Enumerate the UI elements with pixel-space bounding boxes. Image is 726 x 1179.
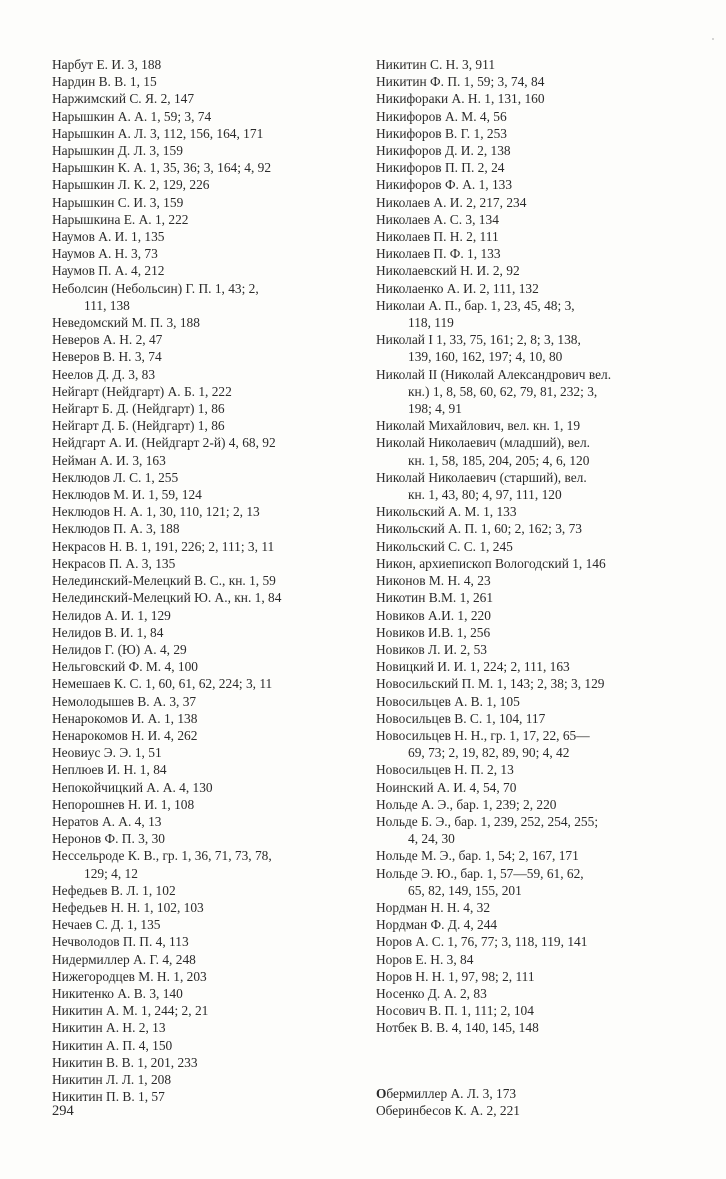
- index-entry: Никифораки А. Н. 1, 131, 160: [376, 91, 545, 107]
- index-entry: Николай I 1, 33, 75, 161; 2, 8; 3, 138,: [376, 332, 581, 348]
- index-entry: Неклюдов Н. А. 1, 30, 110, 121; 2, 13: [52, 504, 260, 520]
- index-entry: Норов Е. Н. 3, 84: [376, 951, 474, 967]
- index-entry: Николаевский Н. И. 2, 92: [376, 263, 520, 279]
- index-entry: Непорошнев Н. И. 1, 108: [52, 796, 195, 812]
- index-entry-continuation: 111, 138: [84, 297, 130, 313]
- section-o: [376, 1085, 706, 1119]
- index-entry: Нейгарт (Нейдгарт) А. Б. 1, 222: [52, 383, 232, 399]
- index-entry: Нотбек В. В. 4, 140, 145, 148: [376, 1020, 539, 1036]
- index-entry: Никольский С. С. 1, 245: [376, 538, 513, 554]
- index-entry: Норов А. С. 1, 76, 77; 3, 118, 119, 141: [376, 934, 588, 950]
- index-entry: Новицкий И. И. 1, 224; 2, 111, 163: [376, 659, 570, 675]
- index-entry: Носович В. П. 1, 111; 2, 104: [376, 1003, 534, 1019]
- index-entry: Нейгарт Д. Б. (Нейдгарт) 1, 86: [52, 418, 225, 434]
- index-entry: Никифоров П. П. 2, 24: [376, 160, 505, 176]
- index-entry: Неклюдов Л. С. 1, 255: [52, 469, 179, 485]
- page-edge-speck: [712, 38, 714, 40]
- index-entry: Николай II (Николай Александрович вел.: [376, 366, 612, 382]
- index-entry: Неелов Д. Д. 3, 83: [52, 366, 156, 382]
- index-entry: Нейгарт Б. Д. (Нейдгарт) 1, 86: [52, 401, 225, 417]
- index-entry: Нелидов А. И. 1, 129: [52, 607, 171, 623]
- index-entry: Нелидов В. И. 1, 84: [52, 624, 164, 640]
- section-gap: [376, 1037, 706, 1085]
- index-entry-continuation: 69, 73; 2, 19, 82, 89, 90; 4, 42: [408, 745, 570, 761]
- index-entry: Нордман Ф. Д. 4, 244: [376, 917, 498, 933]
- section-initial-letter: О: [376, 1085, 387, 1101]
- index-entry-continuation: кн.) 1, 8, 58, 60, 62, 79, 81, 232; 3,: [408, 383, 598, 399]
- index-entry: Нарышкин К. А. 1, 35, 36; 3, 164; 4, 92: [52, 160, 272, 176]
- index-entry: Никольский А. П. 1, 60; 2, 162; 3, 73: [376, 521, 583, 537]
- index-entry: [376, 1085, 706, 1102]
- index-entry: Оберинбесов К. А. 2, 221: [376, 1102, 520, 1118]
- index-entry: Наумов А. И. 1, 135: [52, 229, 165, 245]
- index-entry: Непокойчицкий А. А. 4, 130: [52, 779, 213, 795]
- index-entry-continuation: 198; 4, 91: [408, 401, 462, 417]
- index-entry: Неклюдов П. А. 3, 188: [52, 521, 180, 537]
- index-entry: Никитин А. М. 1, 244; 2, 21: [52, 1003, 209, 1019]
- index-entry: Нордман Н. Н. 4, 32: [376, 899, 491, 915]
- index-entry: Никифоров А. М. 4, 56: [376, 108, 507, 124]
- index-entry: Николаев П. Ф. 1, 133: [376, 246, 501, 262]
- index-entry: Ненарокомов Н. И. 4, 262: [52, 727, 198, 743]
- index-entry-continuation: 129; 4, 12: [84, 865, 138, 881]
- index-entry: Ноинский А. И. 4, 54, 70: [376, 779, 517, 795]
- index-entry: Никотин В.М. 1, 261: [376, 590, 494, 606]
- index-entry-continuation: 118, 119: [408, 315, 454, 331]
- index-entry: Новосильцев А. В. 1, 105: [376, 693, 520, 709]
- index-entry: Немешаев К. С. 1, 60, 61, 62, 224; 3, 11: [52, 676, 273, 692]
- index-entry: Наумов П. А. 4, 212: [52, 263, 165, 279]
- index-entry: Нольде А. Э., бар. 1, 239; 2, 220: [376, 796, 557, 812]
- index-column-left: [52, 56, 362, 1105]
- index-entry: Нарышкина Е. А. 1, 222: [52, 211, 189, 227]
- index-entry: Нижегородцев М. Н. 1, 203: [52, 968, 207, 984]
- index-entry: Нелидов Г. (Ю) А. 4, 29: [52, 641, 187, 657]
- index-entry: Нечаев С. Д. 1, 135: [52, 917, 161, 933]
- index-entry: Нольде Э. Ю., бар. 1, 57—59, 61, 62,: [376, 865, 584, 881]
- index-entry: Нарышкин Л. К. 2, 129, 226: [52, 177, 210, 193]
- index-entry: Некрасов П. А. 3, 135: [52, 555, 176, 571]
- index-entry: Николаев П. Н. 2, 111: [376, 229, 499, 245]
- index-entry: Неверов А. Н. 2, 47: [52, 332, 163, 348]
- index-entry: Наумов А. Н. 3, 73: [52, 246, 158, 262]
- index-entry: Неплюев И. Н. 1, 84: [52, 762, 167, 778]
- index-entry-text: бермиллер А. Л. 3, 173: [386, 1085, 517, 1101]
- index-entry: Наржимский С. Я. 2, 147: [52, 91, 195, 107]
- index-entry: Нарышкин С. И. 3, 159: [52, 194, 184, 210]
- index-entry: Неведомский М. П. 3, 188: [52, 315, 200, 331]
- index-entry: Некрасов Н. В. 1, 191, 226; 2, 111; 3, 11: [52, 538, 275, 554]
- index-entry: Никифоров Ф. А. 1, 133: [376, 177, 513, 193]
- index-entry: Нардин В. В. 1, 15: [52, 74, 157, 90]
- index-entry: Никитенко А. В. 3, 140: [52, 985, 183, 1001]
- index-entry-continuation: 4, 24, 30: [408, 831, 455, 847]
- index-entry: Нелединский-Мелецкий В. С., кн. 1, 59: [52, 573, 276, 589]
- index-entry: Никифоров В. Г. 1, 253: [376, 125, 507, 141]
- index-entry: Никонов М. Н. 4, 23: [376, 573, 491, 589]
- index-entry: Нидермиллер А. Г. 4, 248: [52, 951, 196, 967]
- index-entry-continuation: 139, 160, 162, 197; 4, 10, 80: [408, 349, 563, 365]
- index-entry: Нарышкин Д. Л. 3, 159: [52, 143, 183, 159]
- index-entry: Николаи А. П., бар. 1, 23, 45, 48; 3,: [376, 297, 575, 313]
- index-entry: Нератов А. А. 4, 13: [52, 813, 162, 829]
- index-entry: Нейман А. И. 3, 163: [52, 452, 166, 468]
- index-entry: Нейдгарт А. И. (Нейдгарт 2-й) 4, 68, 92: [52, 435, 276, 451]
- index-entry: Николай Михайлович, вел. кн. 1, 19: [376, 418, 581, 434]
- section-o-entries: [376, 1102, 706, 1119]
- index-entry: Норов Н. Н. 1, 97, 98; 2, 111: [376, 968, 535, 984]
- index-entry: Нарышкин А. А. 1, 59; 3, 74: [52, 108, 212, 124]
- index-entry: Ненарокомов И. А. 1, 138: [52, 710, 198, 726]
- index-entry: Новиков Л. И. 2, 53: [376, 641, 487, 657]
- index-entry: Нефедьев В. Л. 1, 102: [52, 882, 176, 898]
- index-column-right: [376, 56, 706, 1119]
- index-entry: Никитин Ф. П. 1, 59; 3, 74, 84: [376, 74, 545, 90]
- index-entry: Никон, архиепископ Вологодский 1, 146: [376, 555, 606, 571]
- index-entry: Новосильцев Н. П. 2, 13: [376, 762, 514, 778]
- index-entry: Неклюдов М. И. 1, 59, 124: [52, 487, 202, 503]
- index-entry: Никитин П. В. 1, 57: [52, 1089, 165, 1105]
- index-entry: Новиков И.В. 1, 256: [376, 624, 491, 640]
- index-entry: Носенко Д. А. 2, 83: [376, 985, 487, 1001]
- index-entry: Нефедьев Н. Н. 1, 102, 103: [52, 899, 204, 915]
- index-entry: Новосильский П. М. 1, 143; 2, 38; 3, 129: [376, 676, 605, 692]
- index-entry: Нарышкин А. Л. 3, 112, 156, 164, 171: [52, 125, 264, 141]
- index-entry: Никитин А. Н. 2, 13: [52, 1020, 166, 1036]
- index-entry: Новиков А.И. 1, 220: [376, 607, 491, 623]
- index-entry: Николаев А. И. 2, 217, 234: [376, 194, 527, 210]
- index-entry: Нечволодов П. П. 4, 113: [52, 934, 189, 950]
- index-entry: Нарбут Е. И. 3, 188: [52, 57, 162, 72]
- index-entry: Николай Николаевич (младший), вел.: [376, 435, 591, 451]
- index-entry: Никольский А. М. 1, 133: [376, 504, 517, 520]
- index-entry: Никитин В. В. 1, 201, 233: [52, 1054, 198, 1070]
- index-entry: Неовиус Э. Э. 1, 51: [52, 745, 162, 761]
- index-entry: Неболсин (Небольсин) Г. П. 1, 43; 2,: [52, 280, 259, 296]
- index-entry: Немолодышев В. А. 3, 37: [52, 693, 197, 709]
- section-n-entries: [376, 56, 706, 1037]
- index-entry-continuation: 65, 82, 149, 155, 201: [408, 882, 522, 898]
- index-entry: Новосильцев В. С. 1, 104, 117: [376, 710, 546, 726]
- index-entry-continuation: кн. 1, 58, 185, 204, 205; 4, 6, 120: [408, 452, 590, 468]
- index-entry-continuation: кн. 1, 43, 80; 4, 97, 111, 120: [408, 487, 562, 503]
- index-entry: Николаев А. С. 3, 134: [376, 211, 499, 227]
- index-entry: Николаенко А. И. 2, 111, 132: [376, 280, 539, 296]
- index-entry: Новосильцев Н. Н., гр. 1, 17, 22, 65—: [376, 727, 590, 743]
- index-entry: Никитин А. П. 4, 150: [52, 1037, 173, 1053]
- index-entry: Нессельроде К. В., гр. 1, 36, 71, 73, 78,: [52, 848, 272, 864]
- index-entry: Неронов Ф. П. 3, 30: [52, 831, 165, 847]
- index-entry: Никитин Л. Л. 1, 208: [52, 1071, 172, 1087]
- index-entry: Нелединский-Мелецкий Ю. А., кн. 1, 84: [52, 590, 282, 606]
- index-entry: Нельговский Ф. М. 4, 100: [52, 659, 198, 675]
- index-entry: Нольде Б. Э., бар. 1, 239, 252, 254, 255;: [376, 813, 599, 829]
- page-number: 294: [52, 1103, 74, 1119]
- index-entry: Нольде М. Э., бар. 1, 54; 2, 167, 171: [376, 848, 579, 864]
- index-entry: Никитин С. Н. 3, 911: [376, 57, 496, 72]
- index-entry: Неверов В. Н. 3, 74: [52, 349, 162, 365]
- index-entry: Никифоров Д. И. 2, 138: [376, 143, 511, 159]
- index-entry: Николай Николаевич (старший), вел.: [376, 469, 587, 485]
